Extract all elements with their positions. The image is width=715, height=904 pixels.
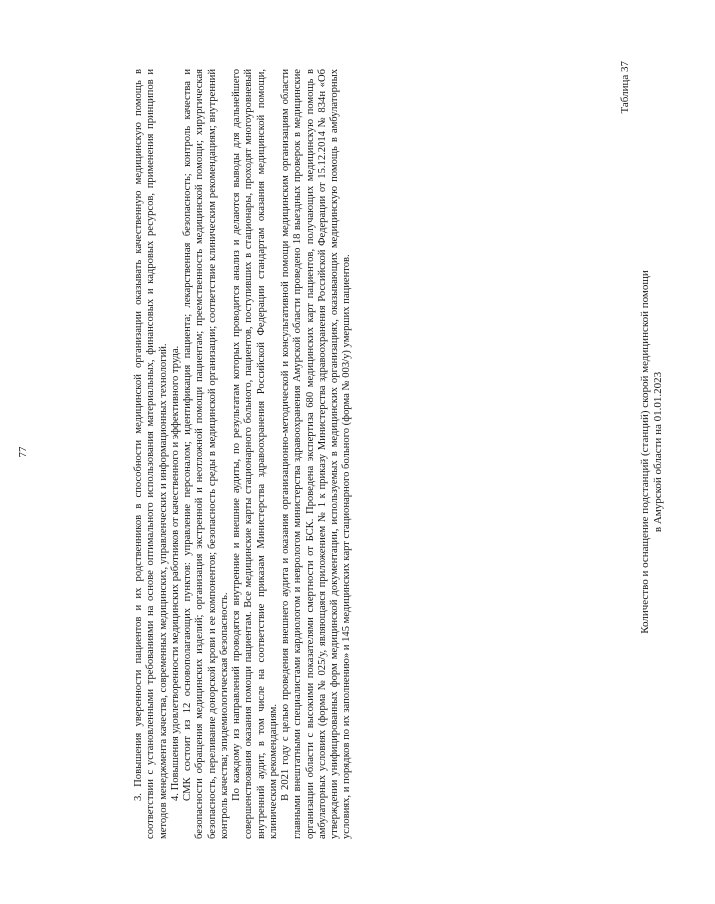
paragraph-audits: По каждому из направлений проводятся внутренние и внешние аудиты, по результатам которых проводится анализ и делаются выводы для дальнейшего совершенствования оказания помощи пациентам. Все медицинские карты стационарного больного, пациентов, поступивших в стационары, проходят многоуровневый внутренний аудит, в том числе на соответствие приказам Министерства здравоохранения Российской Федерации стандартам оказания медицинской помощи, клиническим рекомендациям. [231,69,279,839]
rotated-content [17,57,715,847]
paragraph-goal-3: 3. Повышения уверенности пациентов и их родственников в способности медицинской организации оказывать качественную медицинскую помощь в соответствии с установленными требованиями на основе оптимального использования материальных, финансовых и кадровых ресурсов, применения принципов и методов менеджмента качества, современных медицинских, управленческих и информационных технологий. [133,69,169,839]
paragraph-goal-4: 4. Повышения удовлетворенности медицинских работников от качественного и эффективного труда. [169,345,181,801]
body-text [133,69,354,839]
paragraph-2021-audit: В 2021 году с целью проведения внешнего аудита и оказания организационно-методической и консультативной помощи медицинским организациям области главными внештатными специалистами кардиологом и неврологом министерства здравоохранения Амурской области проведено 18 выездных проверок в медицинские организации области с высокими показателями смертности от БСК. Проведена экспертиза 680 медицинских карт пациентов, получающих медицинскую помощь в амбулаторных условиях (форма № 025/у, являющаяся приложением № 1 к приказу Министерства здравоохранения Российской Федерации от 15.12.2014 № 834н «Об утверждении унифицированных форм медицинской документации, используемых в медицинских организациях, оказывающих медицинскую помощь в амбулаторных условиях, и порядков по их заполнению» и 145 медицинских карт стационарного больного (форма № 003/у) умерших пациентов. [280,69,353,839]
table-label: Таблица 37 [619,61,631,114]
paragraph-smk-components: СМК состоит из 12 основополагающих пунктов: управление персоналом; идентификация пациента; лекарственная безопасность; контроль качества и безопасности обращения медицинских изделий; организация экстренной и неотложной помощи пациентам; преемственность медицинской помощи; хирургическая безопасность, переливание донорской крови и ее компонентов; безопасность среды в медицинской организации; соответствие клиническим рекомендациям; внутренний контроль качества; эпидемиологическая безопасность. [182,69,230,839]
page-number: 77 [17,446,29,458]
table-title [639,57,665,847]
table-title-line: Количество и оснащение подстанций (станций) скорой медицинской помощи [639,270,651,634]
table-title-line: в Амурской области на 01.01.2023 [652,371,664,533]
